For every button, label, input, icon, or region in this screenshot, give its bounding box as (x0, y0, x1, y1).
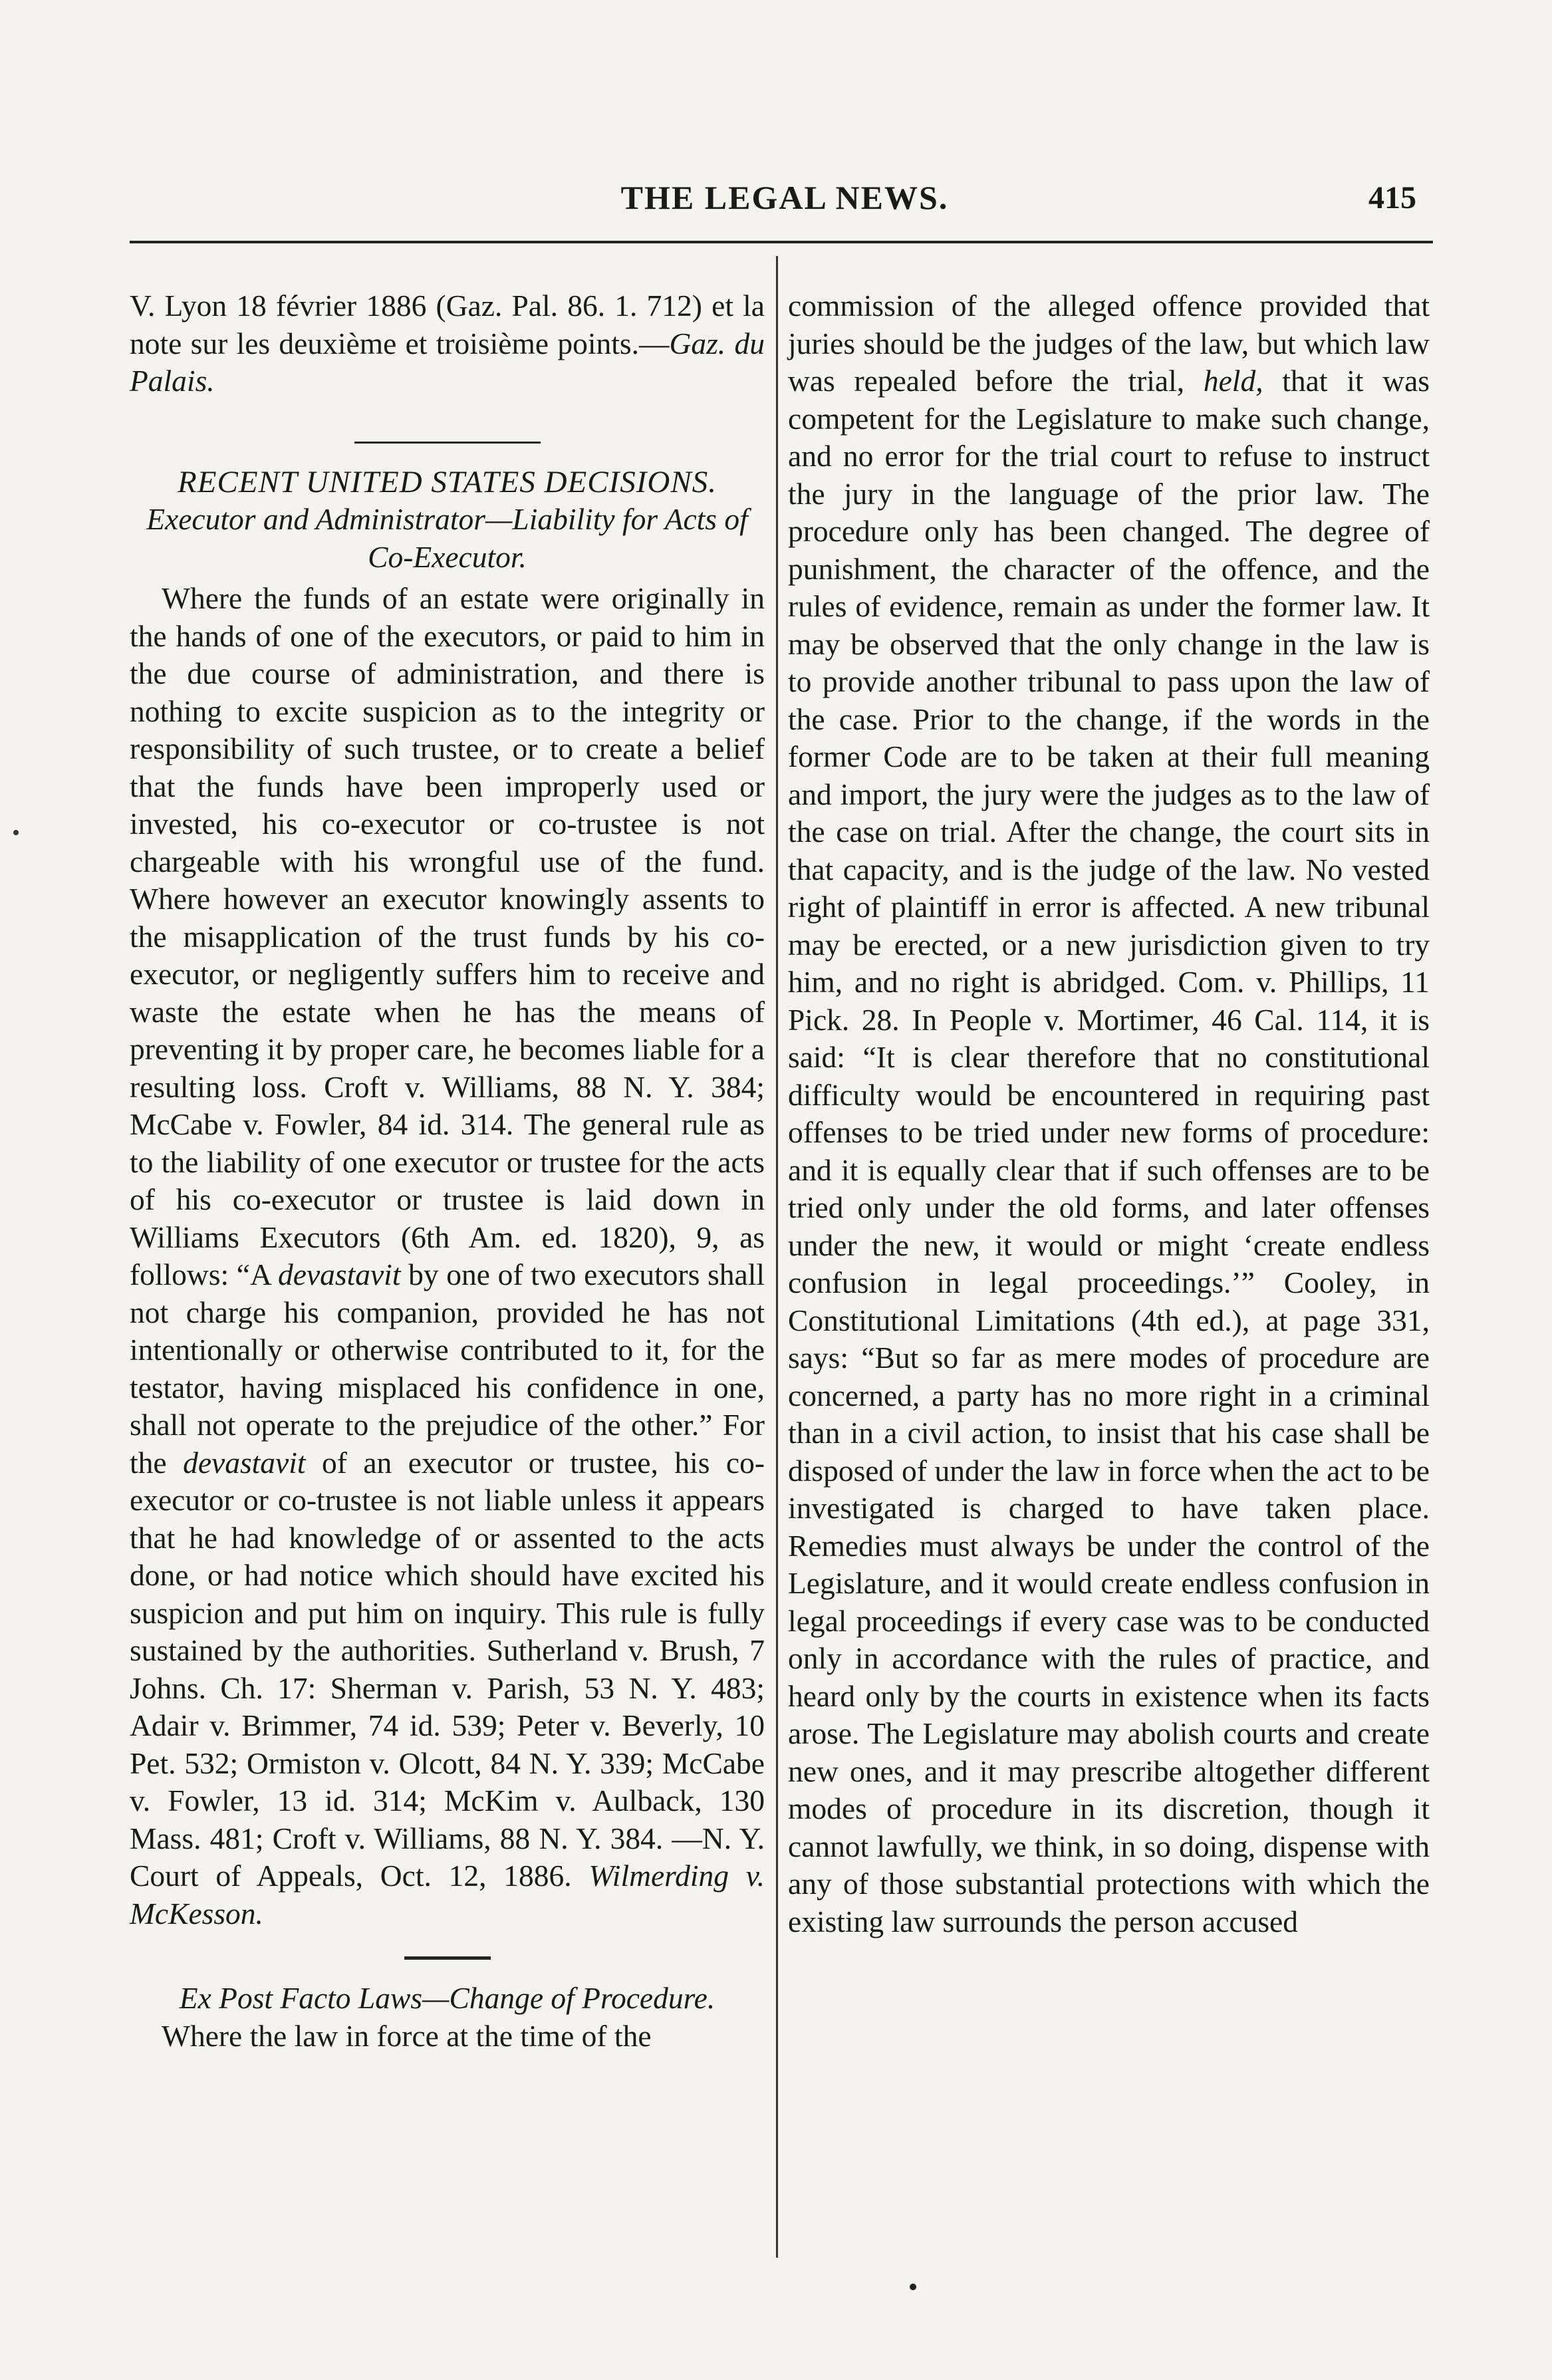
para1-case-name: Wilmerding v. McKesson. (130, 1859, 765, 1930)
ex-post-facto-paragraph-continued (788, 287, 1430, 1940)
opening-source: Gaz. du Palais. (130, 326, 765, 398)
executor-paragraph (130, 580, 765, 1932)
header-divider (130, 241, 1433, 243)
subheading-executor: Executor and Administrator—Liability for Acts of Co-Executor. (146, 502, 748, 574)
right-column (788, 287, 1430, 1940)
held-word: held, (1203, 364, 1263, 398)
right-text-a: commission of the alleged offence provided that juries should be the judges of the law, but which law was repealed before the trial, (788, 289, 1430, 398)
right-text-b: that it was competent for the Legislature to make such change, and no error for the trial court to refuse to instruct the jury in the language of the prior law. The procedure only has been changed. The degree of punishment, the character of the offence, and the rules of evidence, remain as under the former law. It may be observed that the only change in the law is to provide another tribunal to pass upon the law of the case. Prior to the change, if the words in the former Code are to be taken at their full meaning and import, the jury were the judges as to the law of the case on trial. After the change, the court sits in that capacity, and is the judge of the law. No vested right of plaintiff in error is affected. A new tribunal may be erected, or a new jurisdiction given to try him, and no right is abridged. Com. v. Phillips, 11 Pick. 28. In People v. Mortimer, 46 Cal. 114, it is said: “It is clear therefore that no constitutional difficulty would be encountered in requiring past offenses to be tried under new forms of procedure: and it is equally clear that if such offenses are to be tried only under the old forms, and later offenses under the new, it would or might ‘create endless confusion in legal proceedings.’” Cooley, in Constitutional Limitations (4th ed.), at page 331, says: “But so far as mere modes of procedure are concerned, a party has no more right in a criminal than in a civil action, to insist that his case shall be disposed of under the law in force when the act to be investigated is charged to have taken place. Remedies must always be under the control of the Legislature, and it would create endless confusion in legal proceedings if every case was to be conducted only in accordance with the rules of practice, and heard only by the courts in existence when its facts arose. The Legislature may abolish courts and create new ones, and it may prescribe altogether different modes of procedure in its discretion, though it cannot lawfully, we think, in so doing, dispense with any of those substantial protections with which the existing law surrounds the person accused (788, 364, 1430, 1938)
subheading-ex-post-facto: Ex Post Facto Laws—Change of Procedure. (179, 1981, 715, 2015)
section-divider (354, 442, 541, 444)
page-mark (910, 2284, 916, 2290)
para1-text-b: by one of two executors shall not charge his companion, provided he has not intentionally or otherwise contributed to it, for the testator, having misplaced his confidence in one, shall not operate to the prejudice of the other.” For the (130, 1257, 765, 1480)
para1-devastavit-2: devastavit (183, 1445, 306, 1480)
page-number: 415 (1368, 180, 1416, 215)
publication-title: THE LEGAL NEWS. (620, 179, 949, 216)
subsection-divider (404, 1956, 491, 1960)
page-header (120, 178, 1450, 245)
para1-text-a: Where the funds of an estate were originally in the hands of one of the executors, or paid to him in the due course of administration, and there is nothing to excite suspicion as to the integrity or responsibility of such trustee, or to create a belief that the funds have been improperly used or invested, his co-executor or co-trustee is not chargeable with his wrongful use of the fund. Where however an executor knowingly assents to the misapplication of the trust funds by his co-executor, or negligently suffers him to receive and waste the estate when he has the means of preventing it by proper care, he becomes liable for a resulting loss. Croft v. Williams, 88 N. Y. 384; McCabe v. Fowler, 84 id. 314. The general rule as to the liability of one executor or trustee for the acts of his co-executor or trustee is laid down in Williams Executors (6th Am. ed. 1820), 9, as follows: “A (130, 581, 765, 1291)
opening-text: V. Lyon 18 février 1886 (Gaz. Pal. 86. 1. 712) et la note sur les deuxième et troisième points.— (130, 289, 765, 360)
para1-devastavit-1: devastavit (278, 1257, 401, 1291)
left-column (130, 287, 765, 2055)
section-title: RECENT UNITED STATES DECISIONS. (178, 464, 717, 499)
opening-paragraph (130, 287, 765, 400)
ex-post-facto-paragraph-start: Where the law in force at the time of the (162, 2018, 652, 2053)
para1-text-c: of an executor or trustee, his co-executor or co-trustee is not liable unless it appears that he had knowledge of or assented to the acts done, or had notice which should have excited his suspicion and put him on inquiry. This rule is fully sustained by the authorities. Sutherland v. Brush, 7 Johns. Ch. 17: Sherman v. Parish, 53 N. Y. 483; Adair v. Brimmer, 74 id. 539; Peter v. Beverly, 10 Pet. 532; Ormiston v. Olcott, 84 N. Y. 339; McCabe v. Fowler, 13 id. 314; McKim v. Aulback, 130 Mass. 481; Croft v. Williams, 88 N. Y. 384. —N. Y. Court of Appeals, Oct. 12, 1886. (130, 1445, 765, 1893)
margin-mark (13, 830, 19, 835)
column-divider (776, 256, 778, 2258)
